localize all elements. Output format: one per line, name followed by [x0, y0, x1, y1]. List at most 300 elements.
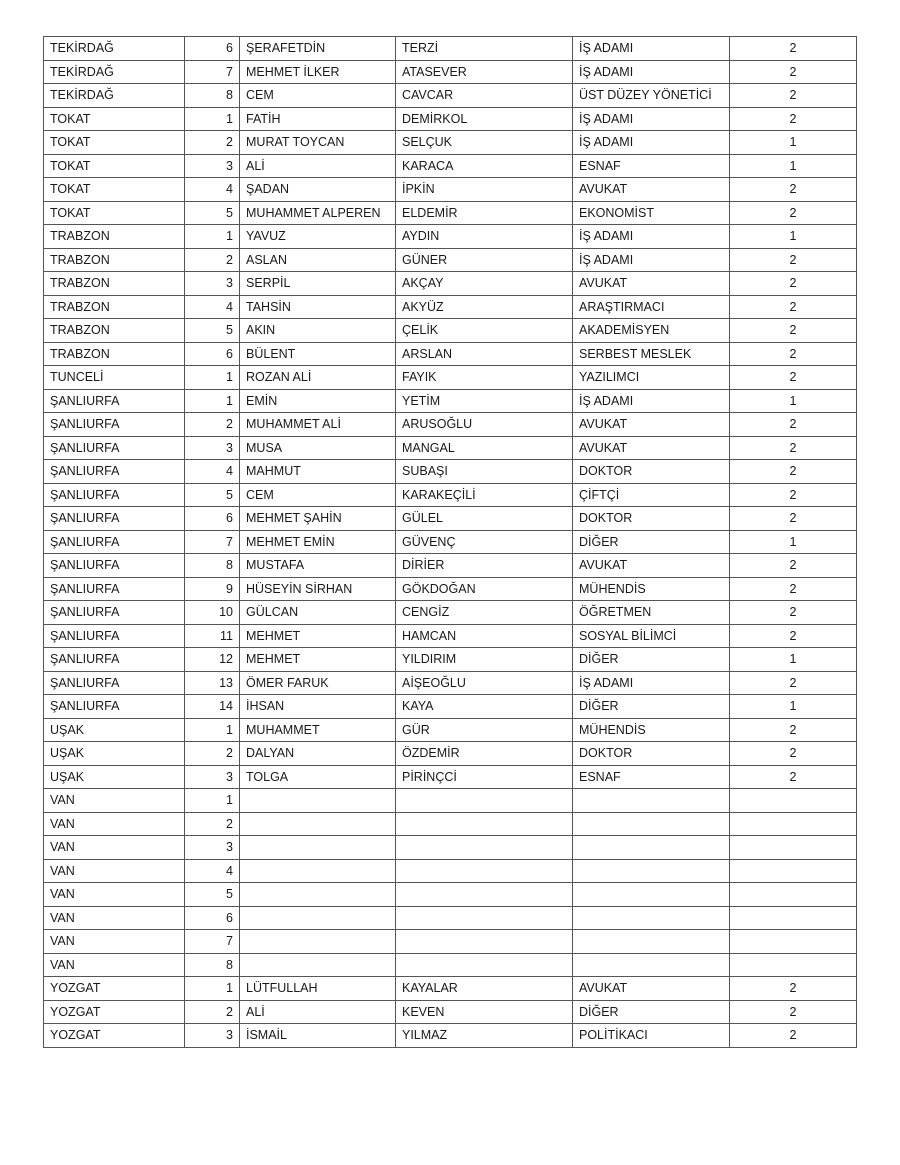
order-number-cell: 2 [185, 1000, 240, 1024]
province-cell: VAN [44, 953, 185, 977]
profession-cell [573, 930, 730, 954]
order-number-cell: 12 [185, 648, 240, 672]
table-row [44, 295, 857, 319]
table-row [44, 577, 857, 601]
first-name-cell: MEHMET EMİN [240, 530, 396, 554]
table-row [44, 37, 857, 61]
profession-cell: AKADEMİSYEN [573, 319, 730, 343]
profession-cell [573, 906, 730, 930]
profession-cell: POLİTİKACI [573, 1024, 730, 1048]
order-number-cell: 4 [185, 859, 240, 883]
code-cell: 2 [730, 742, 857, 766]
province-cell: TEKİRDAĞ [44, 37, 185, 61]
order-number-cell: 5 [185, 883, 240, 907]
province-cell: ŞANLIURFA [44, 601, 185, 625]
code-cell: 2 [730, 319, 857, 343]
code-cell: 2 [730, 84, 857, 108]
first-name-cell: MAHMUT [240, 460, 396, 484]
province-cell: TRABZON [44, 272, 185, 296]
table-row [44, 695, 857, 719]
first-name-cell: LÜTFULLAH [240, 977, 396, 1001]
code-cell: 2 [730, 342, 857, 366]
province-cell: TOKAT [44, 201, 185, 225]
last-name-cell: ARSLAN [396, 342, 573, 366]
order-number-cell: 1 [185, 389, 240, 413]
profession-cell: İŞ ADAMI [573, 60, 730, 84]
province-cell: TRABZON [44, 248, 185, 272]
first-name-cell: MUHAMMET ALİ [240, 413, 396, 437]
last-name-cell [396, 883, 573, 907]
first-name-cell: FATİH [240, 107, 396, 131]
last-name-cell [396, 812, 573, 836]
last-name-cell: TERZİ [396, 37, 573, 61]
code-cell [730, 789, 857, 813]
province-cell: VAN [44, 930, 185, 954]
first-name-cell [240, 859, 396, 883]
profession-cell: DOKTOR [573, 460, 730, 484]
last-name-cell: AKYÜZ [396, 295, 573, 319]
order-number-cell: 10 [185, 601, 240, 625]
order-number-cell: 5 [185, 483, 240, 507]
order-number-cell: 3 [185, 765, 240, 789]
table-row [44, 930, 857, 954]
first-name-cell [240, 836, 396, 860]
code-cell: 2 [730, 1024, 857, 1048]
first-name-cell [240, 906, 396, 930]
order-number-cell: 7 [185, 60, 240, 84]
order-number-cell: 3 [185, 436, 240, 460]
last-name-cell: GÜVENÇ [396, 530, 573, 554]
table-row [44, 648, 857, 672]
last-name-cell: CAVCAR [396, 84, 573, 108]
code-cell: 2 [730, 554, 857, 578]
first-name-cell: YAVUZ [240, 225, 396, 249]
last-name-cell: ÖZDEMİR [396, 742, 573, 766]
first-name-cell: AKIN [240, 319, 396, 343]
order-number-cell: 1 [185, 107, 240, 131]
province-cell: UŞAK [44, 718, 185, 742]
province-cell: TUNCELİ [44, 366, 185, 390]
province-cell: TEKİRDAĞ [44, 84, 185, 108]
province-cell: YOZGAT [44, 1000, 185, 1024]
order-number-cell: 4 [185, 460, 240, 484]
profession-cell: İŞ ADAMI [573, 671, 730, 695]
first-name-cell: SERPİL [240, 272, 396, 296]
table-row [44, 248, 857, 272]
code-cell: 2 [730, 37, 857, 61]
first-name-cell: ALİ [240, 154, 396, 178]
first-name-cell: MEHMET [240, 648, 396, 672]
order-number-cell: 6 [185, 507, 240, 531]
province-cell: ŞANLIURFA [44, 577, 185, 601]
table-row [44, 883, 857, 907]
profession-cell: ÇİFTÇİ [573, 483, 730, 507]
table-row [44, 154, 857, 178]
order-number-cell: 7 [185, 530, 240, 554]
order-number-cell: 5 [185, 319, 240, 343]
code-cell: 2 [730, 601, 857, 625]
first-name-cell: MEHMET ŞAHİN [240, 507, 396, 531]
last-name-cell [396, 953, 573, 977]
code-cell: 2 [730, 178, 857, 202]
order-number-cell: 9 [185, 577, 240, 601]
profession-cell [573, 859, 730, 883]
table-row [44, 554, 857, 578]
code-cell: 2 [730, 624, 857, 648]
first-name-cell: CEM [240, 84, 396, 108]
province-cell: VAN [44, 883, 185, 907]
profession-cell: AVUKAT [573, 554, 730, 578]
candidate-table [43, 36, 857, 1048]
profession-cell: AVUKAT [573, 413, 730, 437]
profession-cell: DOKTOR [573, 742, 730, 766]
first-name-cell: İHSAN [240, 695, 396, 719]
last-name-cell [396, 930, 573, 954]
profession-cell: EKONOMİST [573, 201, 730, 225]
profession-cell: SERBEST MESLEK [573, 342, 730, 366]
order-number-cell: 3 [185, 836, 240, 860]
table-row [44, 507, 857, 531]
last-name-cell: YILMAZ [396, 1024, 573, 1048]
code-cell [730, 953, 857, 977]
order-number-cell: 1 [185, 225, 240, 249]
province-cell: VAN [44, 859, 185, 883]
order-number-cell: 1 [185, 789, 240, 813]
code-cell: 2 [730, 577, 857, 601]
table-row [44, 742, 857, 766]
profession-cell: ARAŞTIRMACI [573, 295, 730, 319]
code-cell: 2 [730, 977, 857, 1001]
first-name-cell: ŞERAFETDİN [240, 37, 396, 61]
code-cell: 2 [730, 460, 857, 484]
order-number-cell: 11 [185, 624, 240, 648]
province-cell: ŞANLIURFA [44, 554, 185, 578]
province-cell: TOKAT [44, 107, 185, 131]
profession-cell: İŞ ADAMI [573, 37, 730, 61]
code-cell: 2 [730, 671, 857, 695]
last-name-cell: KEVEN [396, 1000, 573, 1024]
profession-cell: İŞ ADAMI [573, 107, 730, 131]
order-number-cell: 4 [185, 178, 240, 202]
last-name-cell: GÖKDOĞAN [396, 577, 573, 601]
province-cell: UŞAK [44, 742, 185, 766]
first-name-cell: MEHMET [240, 624, 396, 648]
table-row [44, 601, 857, 625]
code-cell: 2 [730, 483, 857, 507]
table-row [44, 436, 857, 460]
table-row [44, 178, 857, 202]
first-name-cell: CEM [240, 483, 396, 507]
code-cell: 2 [730, 60, 857, 84]
last-name-cell: ELDEMİR [396, 201, 573, 225]
table-row [44, 201, 857, 225]
code-cell [730, 883, 857, 907]
profession-cell: İŞ ADAMI [573, 131, 730, 155]
first-name-cell: EMİN [240, 389, 396, 413]
first-name-cell [240, 883, 396, 907]
profession-cell: SOSYAL BİLİMCİ [573, 624, 730, 648]
table-row [44, 483, 857, 507]
province-cell: ŞANLIURFA [44, 389, 185, 413]
profession-cell: İŞ ADAMI [573, 248, 730, 272]
table-row [44, 413, 857, 437]
profession-cell: AVUKAT [573, 977, 730, 1001]
table-row [44, 765, 857, 789]
profession-cell: İŞ ADAMI [573, 389, 730, 413]
last-name-cell: KARACA [396, 154, 573, 178]
first-name-cell: DALYAN [240, 742, 396, 766]
first-name-cell: MEHMET İLKER [240, 60, 396, 84]
code-cell: 2 [730, 295, 857, 319]
profession-cell: AVUKAT [573, 436, 730, 460]
province-cell: ŞANLIURFA [44, 695, 185, 719]
first-name-cell: ŞADAN [240, 178, 396, 202]
code-cell: 2 [730, 366, 857, 390]
table-row [44, 342, 857, 366]
order-number-cell: 8 [185, 84, 240, 108]
last-name-cell [396, 906, 573, 930]
profession-cell: AVUKAT [573, 272, 730, 296]
table-row [44, 319, 857, 343]
code-cell: 1 [730, 695, 857, 719]
province-cell: TRABZON [44, 342, 185, 366]
first-name-cell [240, 789, 396, 813]
last-name-cell: AKÇAY [396, 272, 573, 296]
order-number-cell: 1 [185, 977, 240, 1001]
first-name-cell [240, 930, 396, 954]
province-cell: VAN [44, 812, 185, 836]
table-row [44, 460, 857, 484]
first-name-cell: BÜLENT [240, 342, 396, 366]
last-name-cell: GÜR [396, 718, 573, 742]
province-cell: UŞAK [44, 765, 185, 789]
code-cell: 2 [730, 248, 857, 272]
table-row [44, 389, 857, 413]
first-name-cell [240, 953, 396, 977]
profession-cell [573, 789, 730, 813]
province-cell: TOKAT [44, 154, 185, 178]
table-row [44, 977, 857, 1001]
first-name-cell: ROZAN ALİ [240, 366, 396, 390]
order-number-cell: 2 [185, 812, 240, 836]
last-name-cell [396, 789, 573, 813]
last-name-cell: KARAKEÇİLİ [396, 483, 573, 507]
profession-cell: AVUKAT [573, 178, 730, 202]
order-number-cell: 8 [185, 953, 240, 977]
profession-cell: DİĞER [573, 1000, 730, 1024]
table-row [44, 1024, 857, 1048]
province-cell: ŞANLIURFA [44, 483, 185, 507]
province-cell: ŞANLIURFA [44, 507, 185, 531]
last-name-cell: HAMCAN [396, 624, 573, 648]
code-cell: 2 [730, 413, 857, 437]
order-number-cell: 5 [185, 201, 240, 225]
code-cell: 1 [730, 389, 857, 413]
first-name-cell: HÜSEYİN SİRHAN [240, 577, 396, 601]
order-number-cell: 3 [185, 1024, 240, 1048]
code-cell: 2 [730, 272, 857, 296]
table-row [44, 624, 857, 648]
province-cell: ŞANLIURFA [44, 671, 185, 695]
province-cell: TOKAT [44, 178, 185, 202]
last-name-cell: KAYALAR [396, 977, 573, 1001]
profession-cell: ÖĞRETMEN [573, 601, 730, 625]
last-name-cell: İPKİN [396, 178, 573, 202]
profession-cell: MÜHENDİS [573, 577, 730, 601]
code-cell [730, 836, 857, 860]
table-row [44, 84, 857, 108]
table-row [44, 1000, 857, 1024]
profession-cell: ESNAF [573, 154, 730, 178]
province-cell: TEKİRDAĞ [44, 60, 185, 84]
last-name-cell: DİRİER [396, 554, 573, 578]
province-cell: ŞANLIURFA [44, 413, 185, 437]
last-name-cell: ATASEVER [396, 60, 573, 84]
last-name-cell: SELÇUK [396, 131, 573, 155]
profession-cell: İŞ ADAMI [573, 225, 730, 249]
last-name-cell: YILDIRIM [396, 648, 573, 672]
order-number-cell: 13 [185, 671, 240, 695]
order-number-cell: 3 [185, 272, 240, 296]
last-name-cell: DEMİRKOL [396, 107, 573, 131]
province-cell: TRABZON [44, 295, 185, 319]
order-number-cell: 1 [185, 366, 240, 390]
order-number-cell: 3 [185, 154, 240, 178]
profession-cell: DİĞER [573, 530, 730, 554]
order-number-cell: 7 [185, 930, 240, 954]
first-name-cell: GÜLCAN [240, 601, 396, 625]
last-name-cell: AYDIN [396, 225, 573, 249]
code-cell [730, 930, 857, 954]
code-cell: 2 [730, 718, 857, 742]
order-number-cell: 6 [185, 342, 240, 366]
code-cell: 1 [730, 154, 857, 178]
code-cell: 2 [730, 107, 857, 131]
code-cell [730, 812, 857, 836]
table-body [44, 37, 857, 1048]
province-cell: VAN [44, 789, 185, 813]
last-name-cell: GÜLEL [396, 507, 573, 531]
code-cell: 2 [730, 1000, 857, 1024]
province-cell: TRABZON [44, 319, 185, 343]
last-name-cell: AİŞEOĞLU [396, 671, 573, 695]
first-name-cell: ALİ [240, 1000, 396, 1024]
table-row [44, 859, 857, 883]
last-name-cell: FAYIK [396, 366, 573, 390]
first-name-cell: İSMAİL [240, 1024, 396, 1048]
province-cell: ŞANLIURFA [44, 530, 185, 554]
table-row [44, 530, 857, 554]
province-cell: ŞANLIURFA [44, 460, 185, 484]
province-cell: ŞANLIURFA [44, 624, 185, 648]
profession-cell: DİĞER [573, 695, 730, 719]
last-name-cell: YETİM [396, 389, 573, 413]
order-number-cell: 1 [185, 718, 240, 742]
order-number-cell: 2 [185, 131, 240, 155]
profession-cell [573, 883, 730, 907]
province-cell: VAN [44, 906, 185, 930]
code-cell: 1 [730, 131, 857, 155]
first-name-cell: TOLGA [240, 765, 396, 789]
code-cell [730, 859, 857, 883]
province-cell: TOKAT [44, 131, 185, 155]
province-cell: ŞANLIURFA [44, 436, 185, 460]
profession-cell [573, 953, 730, 977]
table-row [44, 953, 857, 977]
first-name-cell: ÖMER FARUK [240, 671, 396, 695]
first-name-cell: MUHAMMET [240, 718, 396, 742]
last-name-cell [396, 859, 573, 883]
code-cell: 2 [730, 436, 857, 460]
last-name-cell: CENGİZ [396, 601, 573, 625]
order-number-cell: 2 [185, 742, 240, 766]
order-number-cell: 2 [185, 413, 240, 437]
table-row [44, 272, 857, 296]
profession-cell: ÜST DÜZEY YÖNETİCİ [573, 84, 730, 108]
order-number-cell: 14 [185, 695, 240, 719]
table-row [44, 812, 857, 836]
last-name-cell: MANGAL [396, 436, 573, 460]
profession-cell [573, 836, 730, 860]
table-row [44, 789, 857, 813]
order-number-cell: 2 [185, 248, 240, 272]
code-cell: 2 [730, 201, 857, 225]
profession-cell: DOKTOR [573, 507, 730, 531]
table-row [44, 836, 857, 860]
first-name-cell: MUHAMMET ALPEREN [240, 201, 396, 225]
table-row [44, 107, 857, 131]
first-name-cell: MUSA [240, 436, 396, 460]
province-cell: YOZGAT [44, 977, 185, 1001]
profession-cell: YAZILIMCI [573, 366, 730, 390]
table-row [44, 225, 857, 249]
table-row [44, 718, 857, 742]
order-number-cell: 8 [185, 554, 240, 578]
code-cell: 1 [730, 225, 857, 249]
order-number-cell: 6 [185, 906, 240, 930]
table-row [44, 671, 857, 695]
code-cell: 1 [730, 648, 857, 672]
first-name-cell: ASLAN [240, 248, 396, 272]
profession-cell: MÜHENDİS [573, 718, 730, 742]
last-name-cell: ARUSOĞLU [396, 413, 573, 437]
province-cell: VAN [44, 836, 185, 860]
table-row [44, 60, 857, 84]
first-name-cell: TAHSİN [240, 295, 396, 319]
profession-cell [573, 812, 730, 836]
first-name-cell [240, 812, 396, 836]
last-name-cell: GÜNER [396, 248, 573, 272]
code-cell: 2 [730, 765, 857, 789]
profession-cell: DİĞER [573, 648, 730, 672]
profession-cell: ESNAF [573, 765, 730, 789]
last-name-cell: PİRİNÇCİ [396, 765, 573, 789]
first-name-cell: MUSTAFA [240, 554, 396, 578]
first-name-cell: MURAT TOYCAN [240, 131, 396, 155]
province-cell: TRABZON [44, 225, 185, 249]
code-cell: 1 [730, 530, 857, 554]
table-row [44, 131, 857, 155]
province-cell: ŞANLIURFA [44, 648, 185, 672]
last-name-cell: KAYA [396, 695, 573, 719]
last-name-cell [396, 836, 573, 860]
code-cell [730, 906, 857, 930]
order-number-cell: 4 [185, 295, 240, 319]
last-name-cell: ÇELİK [396, 319, 573, 343]
last-name-cell: SUBAŞI [396, 460, 573, 484]
table-row [44, 366, 857, 390]
code-cell: 2 [730, 507, 857, 531]
